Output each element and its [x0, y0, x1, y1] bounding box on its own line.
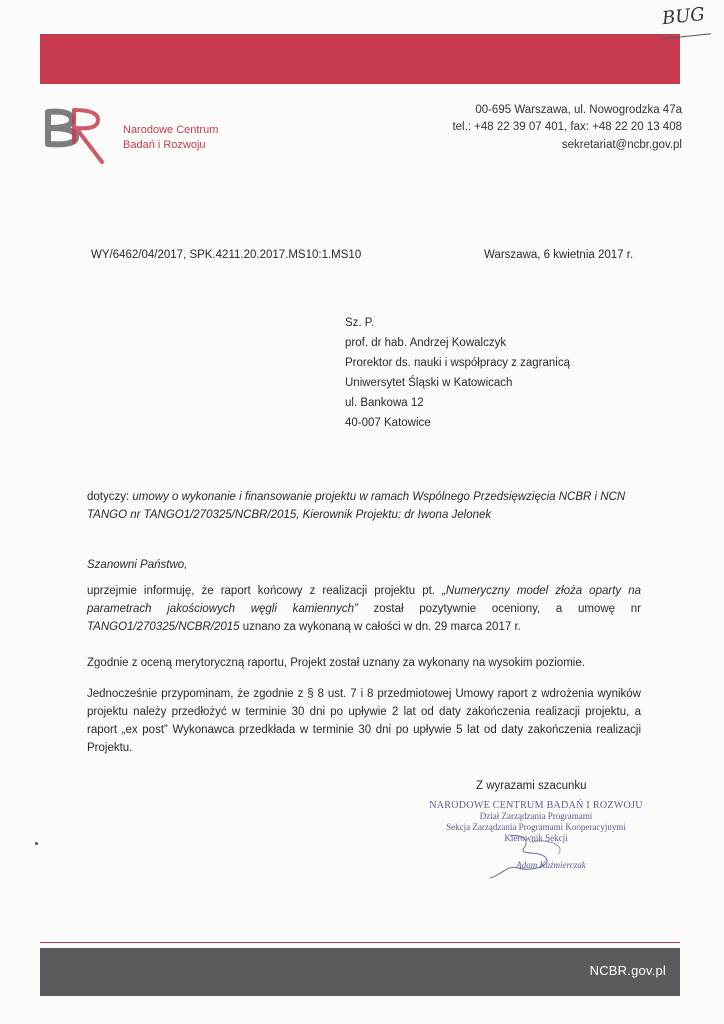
header-color-band — [40, 34, 680, 84]
recipient-street: ul. Bankowa 12 — [345, 397, 424, 409]
closing: Z wyrazami szacunku — [476, 780, 587, 792]
subject-prefix: dotyczy: — [87, 491, 133, 503]
greeting: Szanowni Państwo, — [87, 559, 188, 571]
stamp-name: Adam Kaźmierczak — [516, 860, 586, 870]
handwritten-mark: BUG — [661, 3, 706, 30]
paragraph-1 — [87, 582, 641, 636]
signature-scribble-icon — [470, 832, 590, 882]
sender-email: sekretariat@ncbr.gov.pl — [561, 139, 682, 151]
stamp-title: Kierownik Sekcji — [504, 833, 568, 843]
sender-address: 00-695 Warszawa, ul. Nowogrodzka 47a — [475, 104, 682, 116]
scan-speck — [35, 842, 38, 845]
recipient-city: 40-007 Katowice — [345, 417, 431, 429]
recipient-institution: Uniwersytet Śląski w Katowicach — [345, 377, 513, 389]
recipient-block — [345, 313, 570, 433]
stamp-department: Dział Zarządzania Programami — [479, 811, 593, 821]
project-title: „Numeryczny model złoża oparty na parametrach jakościowych węgli kamiennych” — [87, 585, 642, 615]
footer-rule — [40, 942, 680, 943]
letter-date: Warszawa, 6 kwietnia 2017 r. — [484, 249, 634, 261]
ncbr-logo-icon — [42, 100, 114, 170]
recipient-salutation: Sz. P. — [345, 317, 375, 329]
org-name-line-2: Badań i Rozwoju — [123, 139, 206, 151]
sender-phone-fax: tel.: +48 22 39 07 401, fax: +48 22 20 13 408 — [452, 121, 682, 133]
footer-website: NCBR.gov.pl — [589, 963, 666, 978]
stamp-section: Sekcja Zarządzania Programami Kooperacyjnymi — [446, 822, 626, 832]
reference-number: WY/6462/04/2017, SPK.4211.20.2017.MS10:1.MS10 — [91, 249, 362, 261]
subject-paragraph — [87, 488, 641, 524]
p1-text-c: uznano za wykonaną w całości w dn. 29 marca 2017 r. — [239, 621, 521, 633]
subject-text: umowy o wykonanie i finansowanie projektu w ramach Wspólnego Przedsięwzięcia NCBR i NCN TANGO nr TANGO1/270325/NCBR/2015, Kierownik Projektu: dr Iwona Jelonek — [87, 491, 626, 521]
paragraph-2: Zgodnie z oceną merytoryczną raportu, Projekt został uznany za wykonany na wysokim poziomie. — [87, 657, 585, 669]
contract-number: TANGO1/270325/NCBR/2015 — [87, 621, 240, 633]
footer-band — [40, 948, 680, 996]
org-name-line-1: Narodowe Centrum — [123, 124, 219, 136]
recipient-name: prof. dr hab. Andrzej Kowalczyk — [345, 337, 507, 349]
recipient-position: Prorektor ds. nauki i współpracy z zagranicą — [345, 357, 570, 369]
p1-text-b: został pozytywnie oceniony, a umowę nr — [357, 603, 642, 615]
stamp-org: NARODOWE CENTRUM BADAŃ I ROZWOJU — [429, 800, 643, 811]
paragraph-3: Jednocześnie przypominam, że zgodnie z § 8 ust. 7 i 8 przedmiotowej Umowy raport z wdrożenia wyników projektu należy przedłożyć w terminie 30 dni po upływie 2 lat od daty zakończenia realizacji projektu, a raport „ex post” Wykonawca przedkłada w terminie 30 dni po upływie 5 lat od daty zakończenia realizacji Projektu. — [87, 688, 641, 754]
p1-text-a: uprzejmie informuję, że raport końcowy z realizacji projektu pt. — [87, 585, 443, 597]
